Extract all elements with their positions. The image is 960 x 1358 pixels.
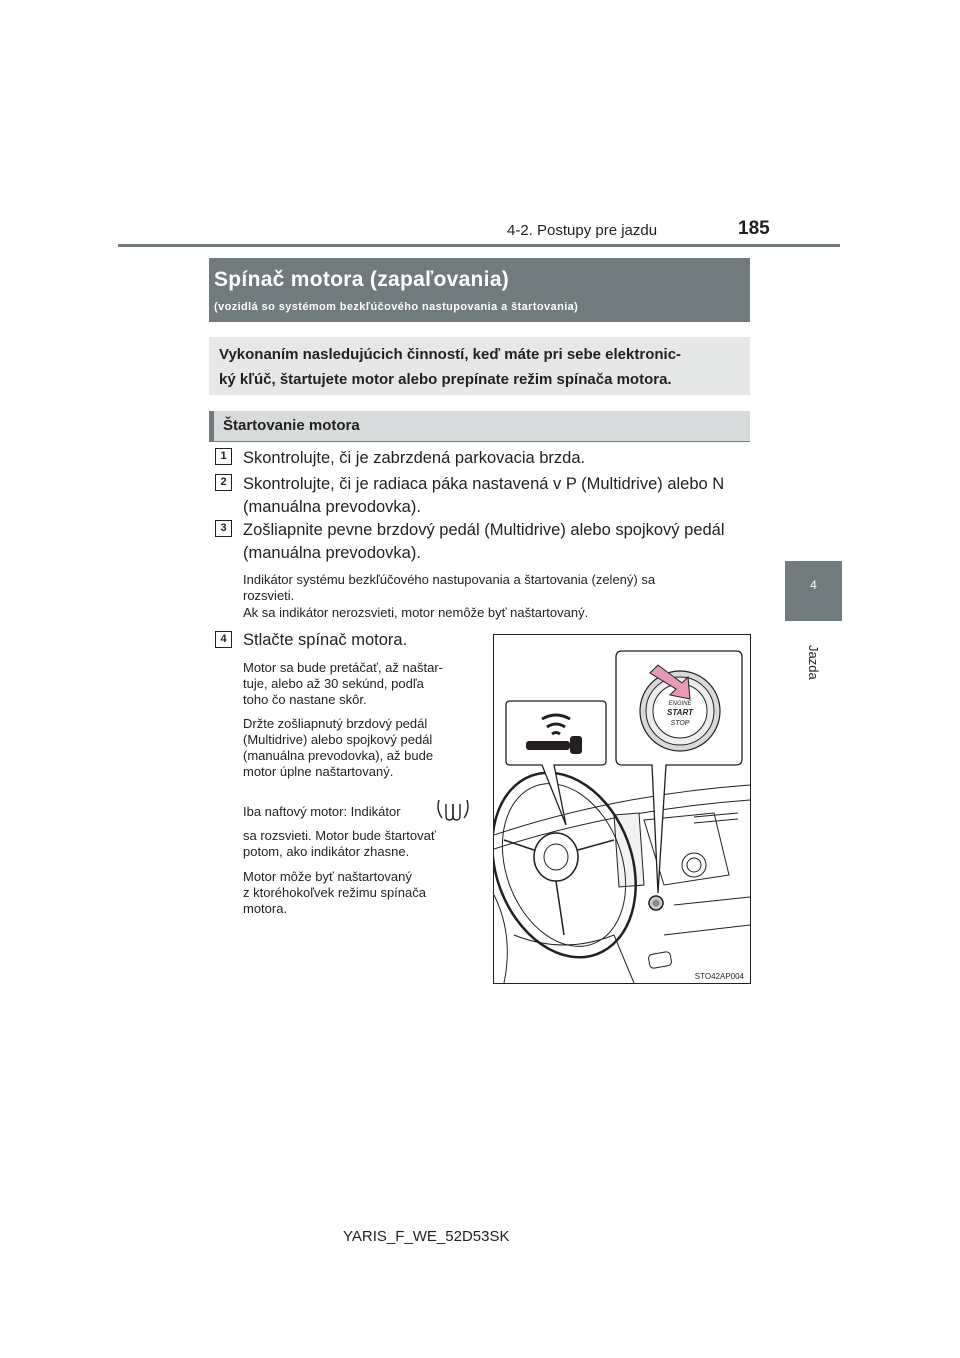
note-3-lead: Iba naftový motor: Indikátor xyxy=(243,804,401,819)
subheading xyxy=(209,411,750,442)
chapter-tab: 4 xyxy=(785,561,842,621)
step-2-line-1: Skontrolujte, či je radiaca páka nastavená v P (Multidrive) alebo N xyxy=(243,475,725,493)
step-3-note-line-3: Ak sa indikátor nerozsvieti, motor nemôže byť naštartovaný. xyxy=(243,605,589,620)
glow-plug-indicator-icon xyxy=(436,796,470,824)
button-label-engine: ENGINE xyxy=(668,701,692,707)
note-1-line-2: tuje, alebo až 30 sekúnd, podľa xyxy=(243,676,424,691)
note-4-line-3: motora. xyxy=(243,901,288,916)
step-number-3: 3 xyxy=(215,520,232,537)
step-number-2: 2 xyxy=(215,474,232,491)
step-1-text: Skontrolujte, či je zabrzdená parkovacia brzda. xyxy=(243,449,586,467)
subheading-bar xyxy=(209,411,214,441)
intro-box xyxy=(209,337,750,395)
dashboard-illustration xyxy=(493,634,751,984)
page-subtitle: (vozidlá so systémom bezkľúčového nastupovania a štartovania) xyxy=(214,301,579,313)
page-title: Spínač motora (zapaľovania) xyxy=(214,268,510,291)
step-4-text: Stlačte spínač motora. xyxy=(243,631,408,649)
page-number: 185 xyxy=(738,218,770,239)
section-label: 4-2. Postupy pre jazdu xyxy=(507,222,658,239)
header-rule xyxy=(118,244,840,247)
note-2-line-4: motor úplne naštartovaný. xyxy=(243,764,394,779)
note-4-line-2: z ktoréhokoľvek režimu spínača xyxy=(243,885,426,900)
step-3-note-line-2: rozsvieti. xyxy=(243,588,295,603)
note-4-line-1: Motor môže byť naštartovaný xyxy=(243,869,412,884)
note-1-line-1: Motor sa bude pretáčať, až naštar- xyxy=(243,660,443,675)
step-number-1: 1 xyxy=(215,448,232,465)
note-2-line-3: (manuálna prevodovka), až bude xyxy=(243,748,434,763)
step-2-line-2: (manuálna prevodovka). xyxy=(243,498,421,516)
chapter-label: Jazda xyxy=(806,645,821,680)
step-3-line-2: (manuálna prevodovka). xyxy=(243,544,421,562)
intro-line-1: Vykonaním nasledujúcich činností, keď máte pri sebe elektronic- xyxy=(219,346,682,363)
note-2-line-2: (Multidrive) alebo spojkový pedál xyxy=(243,732,433,747)
step-3-line-1: Zošliapnite pevne brzdový pedál (Multidrive) alebo spojkový pedál xyxy=(243,521,725,539)
figure-code: STO42AP004 xyxy=(694,972,744,981)
dashboard-drawing xyxy=(494,635,750,983)
title-box xyxy=(209,258,750,322)
note-2-line-1: Držte zošliapnutý brzdový pedál xyxy=(243,716,428,731)
intro-line-2: ký kľúč, štartujete motor alebo prepínate režim spínača motora. xyxy=(219,371,672,388)
note-3-line-1: sa rozsvieti. Motor bude štartovať xyxy=(243,828,436,843)
note-3-line-2: potom, ako indikátor zhasne. xyxy=(243,844,410,859)
button-label-stop: STOP xyxy=(670,720,690,727)
document-code: YARIS_F_WE_52D53SK xyxy=(343,1228,510,1245)
step-number-4: 4 xyxy=(215,631,232,648)
note-1-line-3: toho čo nastane skôr. xyxy=(243,692,367,707)
subheading-text: Štartovanie motora xyxy=(223,417,360,434)
step-3-note-line-1: Indikátor systému bezkľúčového nastupovania a štartovania (zelený) sa xyxy=(243,572,656,587)
button-label-start: START xyxy=(667,708,693,717)
